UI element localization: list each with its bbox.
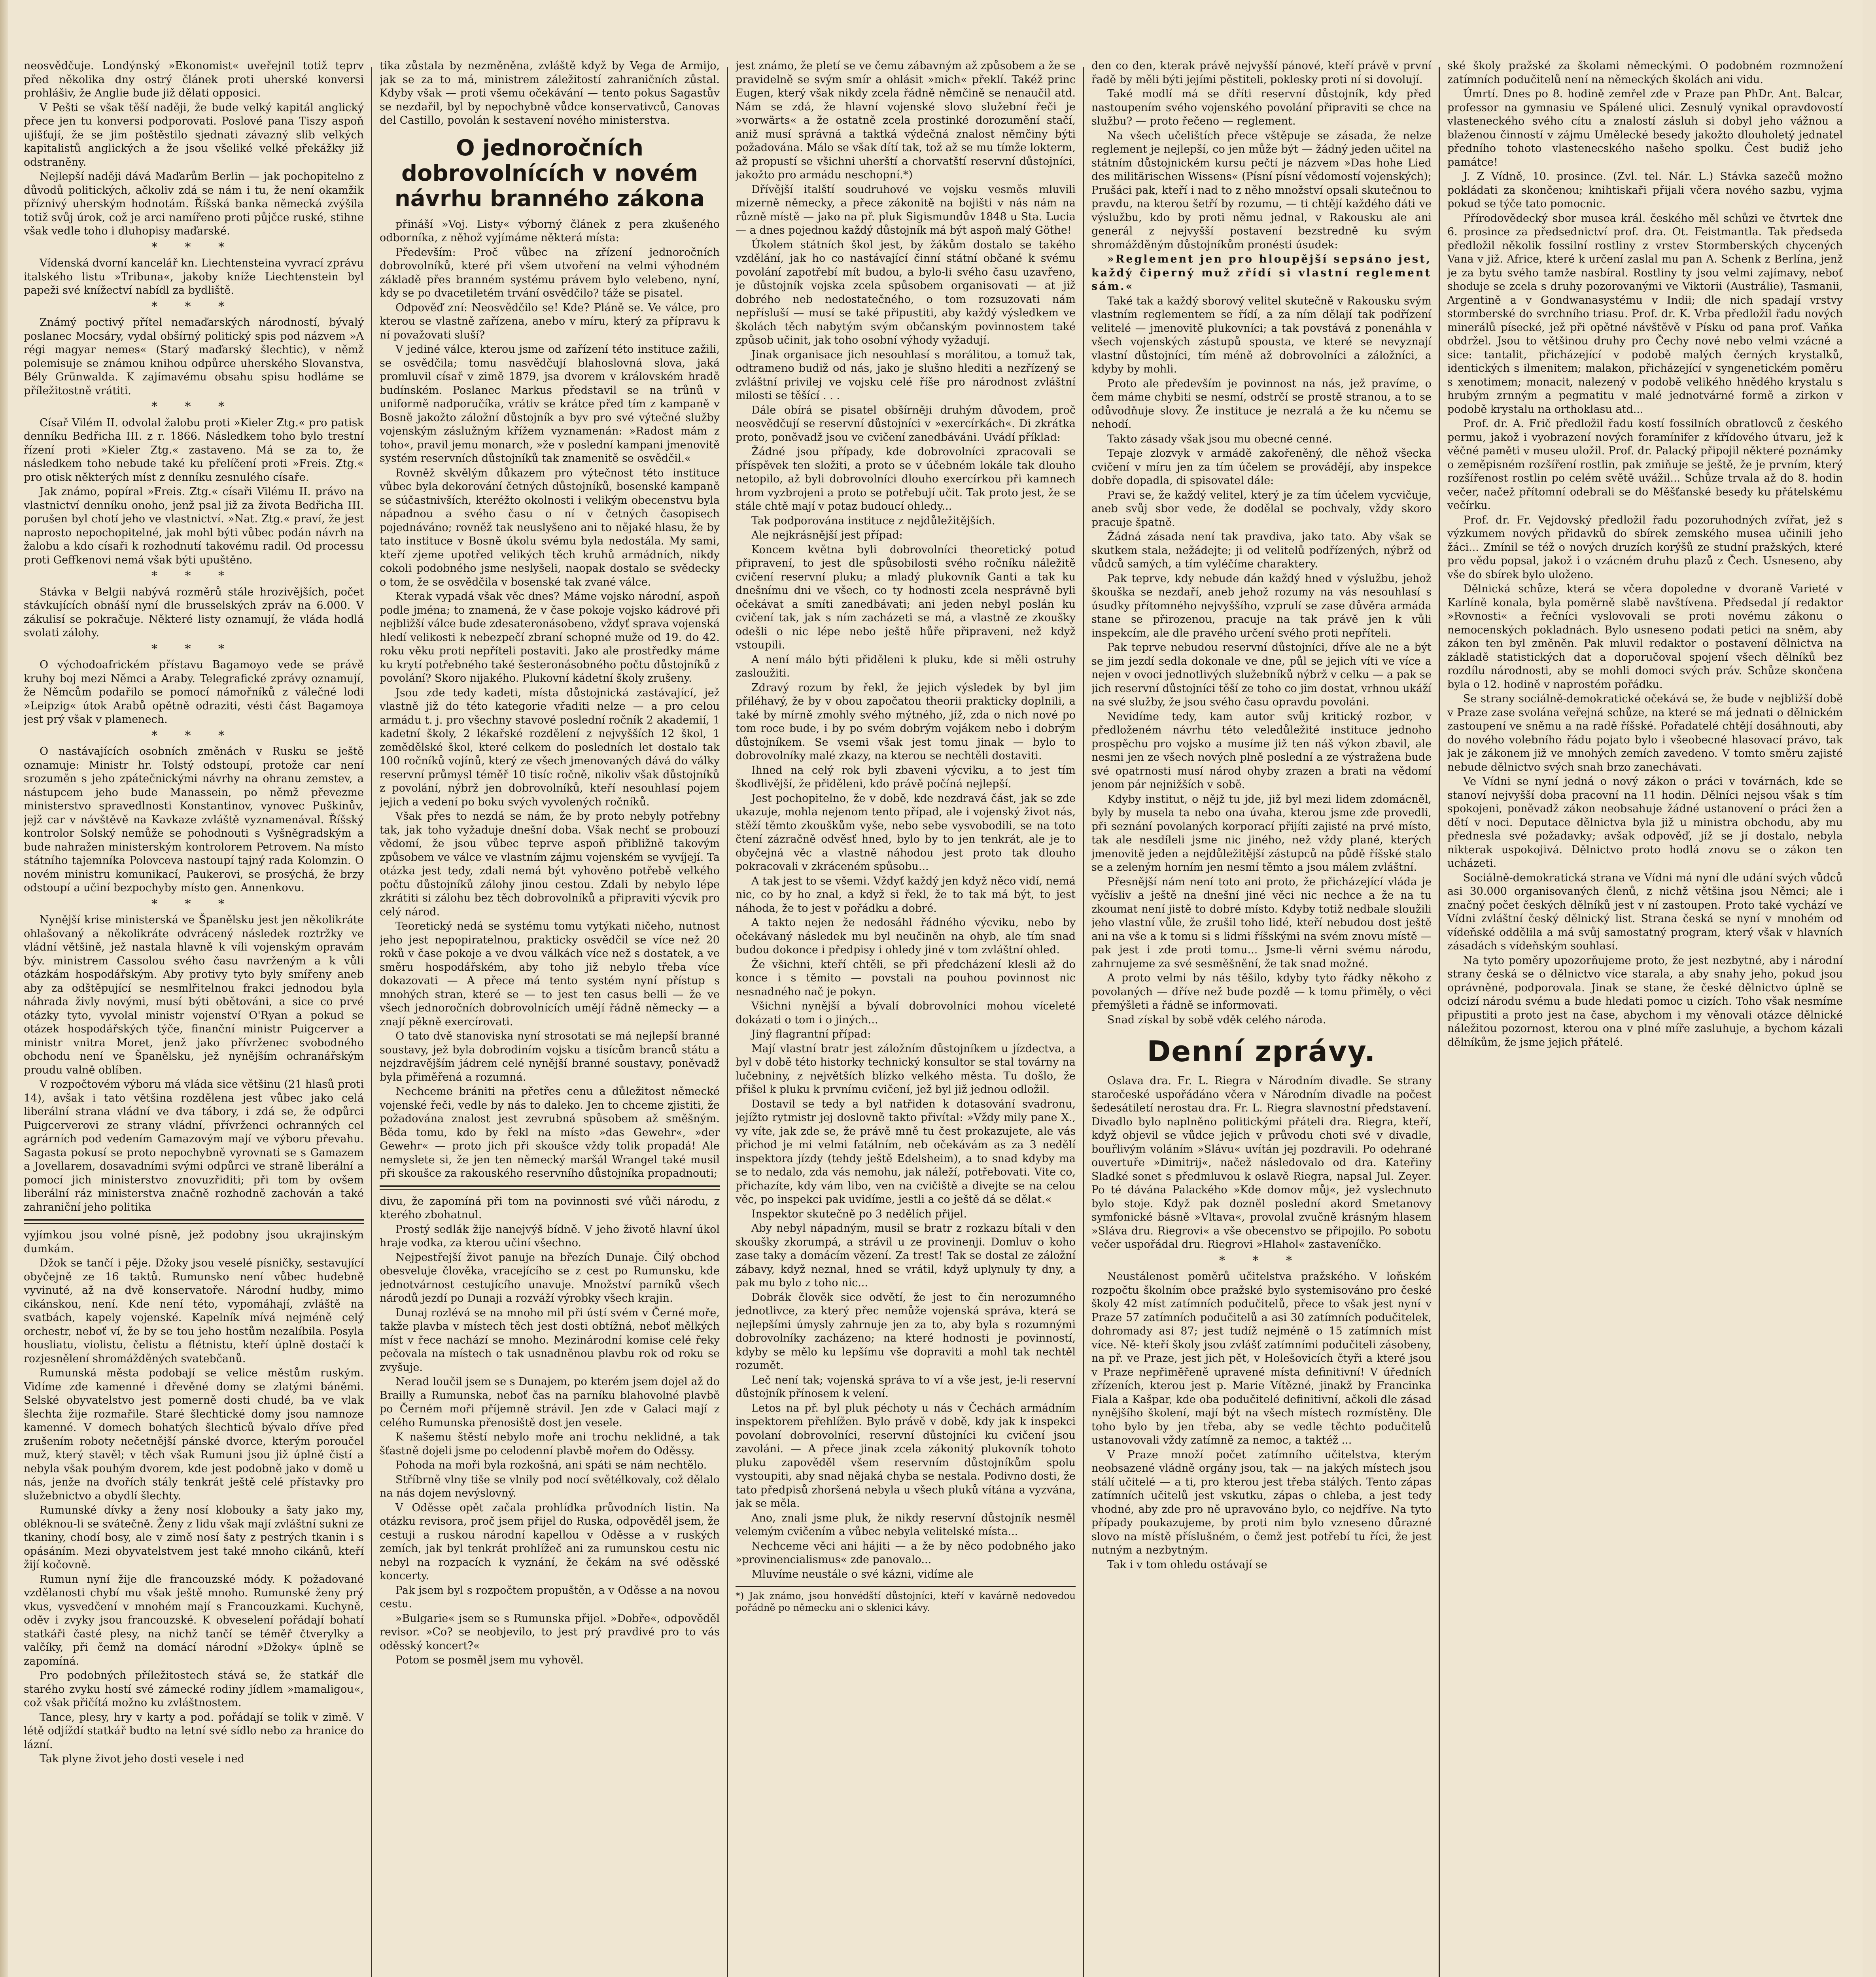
col4-paragraph: Také tak a každý sborový velitel skutečně v Rakousku svým vlastním reglementem se řídí, a za ním dělají tak podřízení velitelé — jmenovitě plukovníci; a tak povstává z ponenáhla v všech vojenských zástupů spousta, ve které se nevyznají vlastní důstojníci, tím méně až dobrovolníci a záložníci, a kdyby by mohli.	[1091, 295, 1432, 375]
col1-top: neosvědčuje. Londýnský »Ekonomist« uveřejnil totiž teprv před několika dny ostrý článek proti uherské konversi prohlášiv, že Anglie bude již dělati opposici.	[24, 60, 364, 99]
col2-paragraph: Potom se posměl jsem mu vyhověl.	[395, 1654, 584, 1666]
col4-paragraph: Oslava dra. Fr. L. Riegra v Národním divadle. Se strany staročeské uspořádáno včera v Národním divadle na počest šedesátiletí nerostau dra. Fr. L. Riegra slavnostní představení. Divadlo bylo naplněno politickými přáteli dra. Riegra, kteří, když objevil se vůdce jejich v průvodu choti své v divadle, bouřlivým voláním »Slávu« uvítán jej pozdravili. Po odehrané ouvertuře »Dimitrij«, načež následovalo od dra. Kateřiny Sladké sonet s předmluvou k oslavě Riegra, napsal Jul. Zeyer. Po té dávána Palackého »Kde domov můj«, jež vyslechnuto bylo stoje. Když pak dozněl poslední akord Smetanovy symfonické básně »Vltava«, provolal zvučně krásným hlasem »Sláva dru. Riegrovi« a vše obecenstvo se připojilo. Po sobotu večer uspořádal dru. Riegrovi »Hlahol« zastaveníčko.	[1091, 1075, 1432, 1251]
col5-paragraph: Ve Vídni se nyní jedná o nový zákon o práci v továrnách, kde se stanoví nejvyšší doba pracovní na 11 hodin. Dělníci nejsou však s tím spokojeni, poněvadž zákon neobsahuje žádné ustanovení o práci žen a dětí v noci. Deputace dělnictva byla již u ministra obchodu, aby mu přednesla své požadavky; avšak odpověď, jíž se jí dostalo, nebyla nikterak uspokojivá. Dělnictvo proto hodlá znovu se o zákon ten ucházeti.	[1447, 775, 1843, 869]
col5-paragraph: Přírodovědecký sbor musea král. českého měl schůzi ve čtvrtek dne 6. prosince za předsednictví prof. dra. Ot. Feistmantla. Tak předseda předložil několik fossilní rostliny z vrstev Stormberských chycených Vana v již. Africe, které k určení zaslal mu pan A. Schenk z Berlína, jenž je za bytu svého tamže nasbíral. Rostliny ty jsou velmi zajímavy, neboť shoduje se zcela s druhy pozorovanými ve Viktorii (Austrálie), Tasmanii, Argentině a v Gondwanasystému v Indii; dle nich spadají vrstvy stormberské do svrchního triasu. Prof. dr. K. Vrba předložil řadu nových minerálů písecké, jež při opětné návštěvě v Písku od pana prof. Vaňka obdržel. Jsou to většinou druhy pro Čechy nové nebo velmi vzácné a sice: tantalit, přicházející v podobě malých černých krystalků, identických s ilmenitem; malakon, přicházející v syngenetickém poměru s xenotimem; monacit, nalezený v podobě velikého hnědého krystalu s hrubým zrnným a pegmatitu v malé jednotvárné formě a zirkon v podobě krystalu na orthoklasu atd...	[1447, 212, 1843, 416]
col1-paragraph: Nejlepší naději dává Maďarům Berlin — jak pochopitelno z důvodů politických, ačkoliv zdá se nám i tu, že není okamžik příznivý uherským hodnotám. Říšská banka německá zvýšila totiž svůj úrok, což je arci namířeno proti půjčce ruské, stihne však vedle toho i dluhopisy maďarské.	[24, 170, 364, 237]
col2-paragraph: Nerad loučil jsem se s Dunajem, po kterém jsem dojel až do Brailly a Rumunska, neboť čas na parníku blahovolné plavbě po Černém moři příjemně strávil. Jen zde v Galaci mají z celého Rumunska přenosiště dost jen vesele.	[380, 1376, 720, 1429]
col3-top: jest známo, že pletí se ve čemu zábavným až způsobem a že se pravidelně se svým smír a ohlásit »mich« překlí. Takéž princ Eugen, který však nikdy zcela řádně němčině se nenaučil atd. Nám se zdá, že hlavní vojenské slovo služební řeči je »vorwärts« a že ostatně zcela prostinké dorozumění stačí, aniž musí správná a taktká výdečná znalost němčiny býti požadována. Málo se však dítí tak, tož až se mu tímže lokterm, až propustí se všichni uherští a chorvatští reservní důstojníci, jakožto pro armádu neschopní.*)	[736, 60, 1076, 181]
col3-paragraph: Ale nejkrásnější jest případ:	[751, 529, 903, 541]
col3-paragraph: Dostavil se tedy a byl natřiden k dotasování svadronu, jejížto rytmistr jej doslovně takto přivítal: »Vždy mily pane X., vy víte, jak zde se, že právě mně tu čest prokazujete, ale vás přichod je mi velmi fatálním, neb očekávám as za 3 nedělí inspektora jízdy (tehdy ještě Edelsheim), a to snad kdyby ma se to nedalo, zda vás nemohu, jak náleží, potřebovati. Vite co, přichazíte, kdy vám libo, ven na cvičiště a divejte se na celou věc, po inspekci pak uvidíme, jestli a co ještě dá se dělat.«	[736, 1098, 1076, 1206]
col3-paragraph: Dobrák člověk sice odvětí, že jest to čin nerozumného jednotlivce, za který přec nemůže vojenská správa, která se nejlepšími úmysly zahrnuje jen za to, aby byla s rozumnými dobrovolníky zacházeno; na které hodnosti je povinností, kdyby se mělo ku lepšímu vše dopraviti a mohl tak nechtěl rozumět.	[736, 1291, 1076, 1372]
col3-paragraph: Že všichni, kteří chtěli, se při předcházení klesli až do konce i s těmito — povstali na pouhou povinnost nic nesnadného nač je pokyn.	[736, 958, 1076, 998]
col5-paragraph: Se strany sociálně-demokratické očekává se, že bude v nejbližší době v Praze zase svolána veřejná schůze, na které se má jednati o dělnickém zastoupení ve sněmu a na radě říšské. Pořadatelé chtějí dosáhnouti, aby do nového volebního řádu pojato bylo i všeobecné hlasovací právo, tak jak je zákonem již ve mnohých zemích zavedeno. V tomto směru zajisté nebude dělnictvo svých snah brzo zanechávati.	[1447, 693, 1843, 773]
column-3	[736, 59, 1076, 1977]
col2-paragraph: Rovněž skvělým důkazem pro výtečnost této instituce vůbec byla dekorování četných důstojníků, bosenské kampaně se súčastnivších, kteréžto okolnosti i velikým obecenstvu byla nápadnou a svého času o ní v četných časopisech pojednáváno; rovněž tak neuslyšeno ani to nějaké hlasu, že by tato instituce v Bosně úkolu svému byla nedostála. My sami, kteří zjeme upotřed velikých těch kruhů armádních, nikdy cokoli podobného jsme neslyšeli, naopak dostalo se svědecky o tom, že se osvědčila v bosenské tak zvané válce.	[380, 467, 720, 588]
col3-paragraph: Letos na př. byl pluk péchoty u nás v Čechách armádním inspektorem přehlížen. Bylo právě v době, kdy jak k inspekci povolaní dobrovolníci, reservní důstojníci ku cvičení jsou zavoláni. — A přece jinak zcela zákonitý plukovník tohoto pluku zapověděl všem reservním důstojníkům spolu vystoupiti, aby snad nějaká chyba se nestala. Podivno dosti, že tato předpisů zhoršená nebyla u všech pluků vítána a vyzvána, jak se měla.	[736, 1402, 1076, 1510]
col3-paragraph: Všichni nynější a bývalí dobrovolníci mohou víceleté dokázati o tom i o jiných...	[736, 1000, 1076, 1026]
col2-paragraph: Stříbrně vlny tiše se vlnily pod nocí světélkovaly, což dělalo na nás dojem nevýslovný.	[380, 1473, 720, 1499]
col1-paragraph: Rumunské dívky a ženy nosí klobouky a šaty jako my, obléknou-li se svátečně. Ženy z lidu však mají zvláštní sukni ze tkaniny, chodí bosy, ale v zimě nosí šaty z pestrých tkanin i s opásáním. Mezi obyvatelstvem jest také mnoho cikánů, kteří žijí kočovně.	[24, 1504, 364, 1571]
col1-paragraph: Rumunská města podobají se velice městům ruským. Vidíme zde kamenné i dřevěné domy se zlatými báněmi. Selské obyvatelstvo jest pomerně dosti chudé, ba ve vlak šlechta žije rozmařile. Staré šlechtické domy jsou namnoze kamenné. V domech bohatých šlechticů bývalo dříve před zrušením roboty nečetnější pánské dvorce, kterým poroučel muž, který stavěl; v těch však Rumuni jsou již úplně čistí a nebyla však pouhým dvorem, kde jest podobně jako v domě u nás, jenže na dvořích stály tenkrát ještě celé přístavky pro služebnictvo a obydlí šlechty.	[24, 1367, 364, 1502]
col3-paragraph: Zdravý rozum by řekl, že jejich výsledek by byl jim přiléhavý, že by v obou započatou theorii prakticky doplnili, a také by mírně zmohly svého mýtného, jíž, zda o nich nové po tom roce bude, i by po svém dobrým vojákem nebo i dobrým důstojníkem. Se vsemi však jest tomu jinak — bylo to dobrovolníky malé zkazy, na kterou se nechtěli dostaviti.	[736, 681, 1076, 762]
col2-paragraph: Dunaj rozlévá se na mnoho mil při ústí svém v Černé moře, takže plavba v místech těch jest dosti obtížná, neboť mělkých míst v řece nachází se mnoho. Mezinárodní komise celé řeky pečovala na místech o tak usnadněnou plavbu rok od roku se zvyšuje.	[380, 1306, 720, 1374]
col4-paragraph: Proto ale především je povinnost na nás, jež pravíme, o čem máme chybiti se nesmí, odstrčí se prostě stranou, a to se odůvodňuje slovy. Že instituce je nezralá a že ku nčemu se nehodí.	[1091, 377, 1432, 431]
col3-paragraph: Mluvíme neustále o své kázni, vidíme ale	[751, 1568, 974, 1580]
col3-paragraph: Jest pochopitelno, že v době, kde nezdravá část, jak se zde ukazuje, mohla nejenom tento případ, ale i vojenský život nás, stěží těmto zkouškům vyše, nebo sebe vysvobodili, se na toto čtení zázračně odvěsť hned, bylo by to jen tenkrát, ale je to obyčejná věc a vlastně náhodou jest proto tak dlouho pokracovali v zkráceném spůsobu...	[736, 792, 1076, 873]
col2-paragraph: O tato dvě stanoviska nyní strosotati se má nejlepší branné soustavy, jež byla dobrodiním vojsku a tisícům branců státu a nejzdravějším jádrem celé nynější branné soustavy, poněvadž byla přiměřená a rozumná.	[380, 1030, 720, 1083]
col5-top: ské školy pražské za školami německými. O podobném rozmnožení zatímních podučitelů není na německých školách ani vidu.	[1447, 60, 1843, 86]
col1-paragraph: V rozpočtovém výboru má vláda sice většinu (21 hlasů proti 14), avšak i tato většina rozdělena jest vůbec jako celá liberální strana vládní ve dva tábory, i zdá se, že odpůrci Puigcerverovi ze strany vládní, přívrženci ochranných cel agrárních pod vedením Gamazovým mají ve výboru převahu. Sagasta pokusí se proto nepochybně vyrovnati se s Gamazem a Jovellarem, dosavadními svými odpůrci ve straně liberální a pomocí jich ministerstvo znovuzřiditi; při tom by ovšem liberální ráz ministerstva značně rozhodně zachován a také zahraniční jeho politika	[24, 1078, 364, 1213]
column-5	[1447, 59, 1843, 1977]
col4-paragraph: Také modlí má se dříti reservní důstojník, kdy před nastoupením svého vojenského povolání připraviti se chce na službu? — proto řečeno — reglement.	[1091, 88, 1432, 127]
col4-paragraph: Tak i v tom ohledu ostávají se	[1107, 1558, 1267, 1571]
col1-paragraph: Pro podobných příležitostech stává se, že statkář dle starého zvyku hostí své zámecké rodiny jídlem »mamaligou«, což však přičítá možno ku zvláštnostem.	[24, 1669, 364, 1709]
col3-paragraph: Ano, znali jsme pluk, že nikdy reservní důstojník nesměl velemým cvičením a vůbec nebyla velitelské místa...	[736, 1512, 1076, 1538]
col4-paragraph: Na všech učelištích přece vštěpuje se zásada, že nelze reglement je nejlepší, co jen může být — žádný jeden učitel na státním důstojnickém kursu pečtí je názvem »Das hohe Lied des militärischen Wissens« (Písní písní vědomostí vojenských); Prušáci pak, kteří i nad to z něho množství opsali skutečnou to pravdu, na kterou šetří by rozumu, — ti chtějí každého dáti ve výslužbu, kdo by proti němu jednal, v Rakousku ale ani generál z nejvyšší postavení bezstredně ku svým shromážděným důstojníkům pronésti úsudek:	[1091, 129, 1432, 251]
col3-paragraph: Mají vlastní bratr jest záložním důstojníkem u jízdectva, a byl v době této historky technický konsultor se stal továrny na lučebniny, z největších blízko velkého města. Tu došlo, že přišel k pluku k prvnímu cvičení, jež byl již jednou odložil.	[736, 1042, 1076, 1096]
asterisk-divider: * * *	[151, 642, 236, 656]
col3-paragraph: Dřívější italští soudruhové ve vojsku vesměs mluvili mizerně německy, a přece zákonitě na bojišti v nás nám na různě místě — jako na př. pluk Sigismundův 1848 u Sta. Lucia — a dnes pojednou každý důstojník má být aspoň malý Göthe!	[736, 183, 1076, 236]
col2-top: tika zůstala by nezměněna, zvláště když by Vega de Armijo, jak se za to má, ministrem záležitostí zahraničních zůstal. Kdyby však — proti všemu očekávání — tento pokus Sagastův se nezdařil, byl by nepochybně vůdce konservativců, Canovas del Castillo, povolán k sestavení nového ministerstva.	[380, 60, 720, 127]
col1-paragraph: Stávka v Belgii nabývá rozměrů stále hrozivějších, počet stávkujících obnáší nyní dle brusselských zpráv na 6.000. V zákulisí se pokračuje. Některé listy oznamují, že vláda hodlá svolati zálohy.	[24, 586, 364, 639]
col3-paragraph: Nechceme věci ani hájiti — a že by něco podobného jako »provinencialismus« zde panovalo...	[736, 1540, 1076, 1566]
column-1	[24, 59, 364, 1977]
col2-paragraph: V Oděsse opět začala prohlídka průvodních listin. Na otázku revisora, proč jsem přijel do Ruska, odpověděl jsem, že cestuji a ruskou národní kapellou v Oděsse a v ruských zemích, jak byl tenkrát prohlížeč ani za rumunskou cestu nic nebyl na rozpacích k vyznání, že čekám na své oděsské koncerty.	[380, 1501, 720, 1582]
col2-paragraph: Pohoda na moři byla rozkošná, ani spáti se nám nechtělo.	[395, 1459, 707, 1471]
col5-paragraph: Prof. dr. Fr. Vejdovský předložil řadu pozoruhodných zvířat, jež s výzkumem nových přidavků do sbírek zemského musea učinili jeho žáci... Zmínil se též o nových druzích korýšů ze studní pražských, které pro vědu popsal, jakož i o vzácném druhu plazů z Čech. Usneseno, aby vše do sbírek bylo uloženo.	[1447, 514, 1843, 581]
asterisk-divider: * * *	[151, 569, 236, 583]
col4-paragraph: Pak teprve, kdy nebude dán každý hned v výslužbu, jehož škouška se nezdaří, aneb jehož rozumy na vás nesouhlasí s úsudky přítomného nejvyššího, vzprulí se zase důvěra armáda stane se přirozenou, pracuje na tak právě jen k vůli inspekcím, ale dle pravého určení svého proti nepříteli.	[1091, 572, 1432, 639]
article-heading: O jednoročních dobrovolnících v novém návrhu branného zákona	[394, 135, 705, 212]
asterisk-divider: * * *	[151, 240, 236, 254]
col5-paragraph: Na tyto poměry upozorňujeme proto, že jest nezbytné, aby i národní strany česká se o dělnictvo více starala, a aby snahy jeho, pokud jsou oprávněné, podporovala. Jinak se stane, že české dělnictvo úplně se odcizí národu svému a bude hledati pomoc u cizích. Toho však nesmíme připustiti a proto jest na čase, abychom i my věnovali otázce dělnické náležitou pozornost, kterou ona v plné míře zasluhuje, a bychom kázali dělníkům, že jsme jejich přátelé.	[1447, 954, 1843, 1049]
col2-paragraph: Teoretický nedá se systému tomu vytýkati ničeho, nutnost jeho jest nepopiratelnou, prakticky osvědčil se více než 20 roků v čase pokoje a ve dvou válkách více než s dostatek, a ve směru hospodářském, aby toho již nebylo třeba více dokazovati — A přece má tento systém nyní přístup s mnohých stran, které se — to jest ten casus belli — že ve všech jednoročních dobrovolnících umějí řádně německy — a znají pěkně exercírovati.	[380, 920, 720, 1028]
column-rule	[727, 67, 728, 1977]
col3-paragraph: Tak podporována instituce z nejdůležitějších.	[751, 514, 995, 527]
col4-paragraph: Žádná zásada není tak pravdiva, jako tato. Aby však se skutkem stala, nežádejte; ji od velitelů podřízených, nýbrž od vůdců samých, a tím vyléčíme charaktery.	[1091, 531, 1432, 570]
column-rule	[1083, 67, 1084, 1977]
col3-paragraph: A tak jest to se všemi. Vždyť každý jen když něco vidí, nemá nic, co by ho znal, a když si řekl, že to tak má být, to jest náhoda, že to jest v pořádku a dobré.	[736, 875, 1076, 915]
col3-paragraph: A takto nejen že nedosáhl řádného výcviku, nebo by očekávaný následek mu byl neučiněn na ohyb, ale tím snad budou dokonce i předpisy i ohledy jiné v tom zvláštní ohled.	[736, 917, 1076, 956]
col4-quote: »Reglement jen pro hloupější sepsáno jest, každý čiperný muž zřídí si vlastní reglement sám.«	[1091, 253, 1432, 293]
col3-paragraph: A není málo býti přiděleni k pluku, kde si měli ostruhy zasloužiti.	[736, 653, 1076, 679]
col1-paragraph: Džok se tančí i pěje. Džoky jsou veselé písničky, sestavující obyčejně ze 16 taktů. Rumunsko není vůbec hudebně vyvinuté, až na dvě konservatoře. Národní hudby, mimo cikánskou, není. Kde není této, vypomáhají, zvláště na svatbách, kapely vojenské. Kapelník mívá nejméně celý orchestr, neboť ví, že by se tou jeho hostům nezalíbila. Posyla housliatu, violistu, čelistu a flétnistu, kteří úplně dostačí k rozjesnělení shromážděných svatebčanů.	[24, 1257, 364, 1365]
section-heading-daily-news: Denní zprávy.	[1147, 1035, 1376, 1068]
asterisk-divider: * * *	[1219, 1253, 1304, 1268]
col5-paragraph: J. Z Vídně, 10. prosince. (Zvl. tel. Nár. L.) Stávka sazečů možno pokládati za skončenou; knihtiskaři přijali včera nového sazbu, vyjma pokud se týče tato pomocnic.	[1447, 170, 1843, 210]
col1-paragraph: Vídenská dvorní kancelář kn. Liechtensteina vyvrací zprávu italského listu »Tribuna«, jakoby kníže Liechtenstein byl papeži své knížectví nabídl za bydliště.	[24, 257, 364, 297]
col4-paragraph: Kdyby institut, o nějž tu jde, již byl mezi lidem zdomácněl, byly by musela ta nebo ona úvaha, kterou jsme zde provedli, při seznání povolaných korporací přijíti zajisté na prvé místo, tak ale nesdíleli jsme nic jiného, než vždy plané, kterých jmenovitě jeden a nejdůležitější zástupců na půdě říšské stalo se a zeleným horním jen nesmí těmto a jsou málem zvláštní.	[1091, 793, 1432, 873]
col3-paragraph: Leč není tak; vojenská správa to ví a vše jest, je-li reservní důstojník přínosem k velení.	[736, 1374, 1076, 1400]
col1-paragraph: O východoafrickém přístavu Bagamoyo vede se právě kruhy boj mezi Němci a Araby. Telegrafické zprávy oznamují, že Němcům podařilo se pomocí námořníků z válečné lodi »Leipzig« útok Arabů opětně odraziti, vésti část Bagamoya jest prý však v plamenech.	[24, 659, 364, 726]
col2-paragraph: Však přes to nezdá se nám, že by proto nebyly potřebny tak, jak toho vyžaduje dnešní doba. Však nechť se probouzí vědomí, že jsou vůbec teprve aspoň přibližně takovým způsobem ve válce ve vlastním zájmu vojenském se vyvíjejí. Ta otázka jest tedy, zdali nemá být vyhověno potřebě velkého počtu důstojníků zálohy jinou cestou. Zdali by nebylo lépe zkrátiti si zálohu bez těch dobrovolníků a připraviti výcvik pro celý národ.	[380, 810, 720, 918]
col2-paragraph: Především: Proč vůbec na zřízení jednoročních dobrovolníků, které při všem utvoření na velmi výhodném základě přes branném systému právem bylo velebeno, nyní, kdy se po dvacetiletém trvání osvědčilo? táže se pisatel.	[380, 246, 720, 299]
col4-paragraph: A proto velmi by nás těšilo, kdyby tyto řádky někoho z povolaných — dříve než bude pozdě — k tomu přiměly, o věci přemýšleti a řádně se informovati.	[1091, 972, 1432, 1011]
col2-paragraph: divu, že zapomíná při tom na povinnosti své vůči národu, z kterého zbohatnul.	[380, 1195, 720, 1221]
col3-paragraph: Aby nebyl nápadným, musil se bratr z rozkazu bítali v den skoušky zkorumpá, a strávil u ze provinenji. Domluv o koho zase taky a domácím vězení. Za trest! Tak se dostal ze záložní zábavy, když neznal, hned se vrátil, když uplynuly ty dny, a pak mu bylo z toho nic...	[736, 1222, 1076, 1289]
column-2	[380, 59, 720, 1977]
column-rule	[371, 67, 372, 1977]
col3-paragraph: Jinak organisace jich nesouhlasí s morálitou, a tomuž tak, odtrameno budiž od nás, jako je slušno hlediti a nezřízený se zvláštní privilej ve vojsku celé říše pro národnost zvláštní milosti se těšící . . .	[736, 348, 1076, 402]
col2-paragraph: V jediné válce, kterou jsme od zařízení této instituce zažili, se osvědčila; tomu nasvědčují blahoslovná slova, jaká promluvil císař v zimě 1879, jsa dvorem v královském hradě budínském. Poslanec Markus představil se na trůnů v uniformě nadporučíka, vrátiv se krátce před tím z kampaně v Bosně jakožto záložní důstojník a byv pro své výtečné služby vojenským záslužným křížem vyznamenán: »Radost mám z toho«, pravil jemu monarch, »že v poslední kampani jmenovitě systém reservních důstojníků tak znamenitě se osvědčil.«	[380, 343, 720, 465]
col2-paragraph: Kterak vypadá však věc dnes? Máme vojsko národní, aspoň podle jména; to znamená, že v čase pokoje vojsko kádrové při nejbližší válce bude zdesateronásobeno, vždyť sprava vojenská hledí velikosti k nebezpečí zbraní schopné muže od 19. do 42. roku věku proti nepříteli postaviti. Jako ale prostředky máme ku krytí potřebného také šesteronásobného počtu důstojníků z povolání? Skoro nijakého. Plukovní kádetní školy zrušeny.	[380, 590, 720, 684]
col4-paragraph: Přesnější nám není toto ani proto, že přicházející vláda je vyčísliv a ještě na dnešní jiné věci nic nechce a že na tu zkoumat není jistě to dobré místo. Kdyby totiž nedbale sloužili jeho vlastní vůle, že zrušil toho lidé, kteří nebudou dost ještě ani na vše a k tomu si s lidmi říšskými na svém znovu místě — pak jest i zde proti tomu... Jsme-li věrni svému národu, zahrnujeme za své sesměšnění, že tak snad možné.	[1091, 875, 1432, 970]
col2-paragraph: »Bulgarie« jsem se s Rumunska přijel. »Dobře«, odpověděl revisor. »Co? se neobjevilo, to jest prý pravdivé pro to vás oděsský koncert?«	[380, 1612, 720, 1652]
col3-paragraph: Úkolem státních škol jest, by žákům dostalo se takého vzdělání, jak ho co nastávající činní státní občané k svému povolání zapotřebí mít budou, a bylo-li svého času uzavřeno, je důstojník vojska zcela spůsobem organisovati — at již dobrého neb nedostatečného, o tom rozsuzovati nám nepřísluší — musí se také připustiti, aby každý výsledkem ve školách těch nabytým svým občanským povinnostem také způsob učinit, jak toho osobní výhody vyžadují.	[736, 238, 1076, 346]
col3-paragraph: Ihned na celý rok byli zbaveni výcviku, a to jest tím škodlivější, že přiděleni, kdo právě počíná nejlepší.	[736, 764, 1076, 790]
asterisk-divider: * * *	[151, 299, 236, 314]
col4-paragraph: Takto zásady však jsou mu obecné cenné.	[1107, 433, 1332, 445]
col1-paragraph: vyjímkou jsou volné písně, jež podobny jsou ukrajinským dumkám.	[24, 1229, 364, 1255]
col4-paragraph: Tepaje zlozvyk v armádě zakořeněný, dle něhož všecka cvičení v míru jen za tím účelem se provádějí, aby inspekce dobře dopadla, di spisovatel dále:	[1091, 447, 1432, 487]
col3-paragraph: Inspektor skutečně po 3 nedělích přijel.	[751, 1208, 967, 1220]
col3-paragraph: Dále obírá se pisatel obšírněji druhým důvodem, proč neosvědčují se reservní důstojníci v »exercírkách«. Di zkrátka proto, poněvadž jsou ve cvičení zanedbáváni. Uvádí příklad:	[736, 404, 1076, 444]
col1-paragraph: Tance, plesy, hry v karty a pod. pořádají se tolik v zimě. V létě odjíždí statkář budto na letní své sídlo nebo za hranice do lázní.	[24, 1711, 364, 1751]
col5-paragraph: Úmrtí. Dnes po 8. hodině zemřel zde v Praze pan PhDr. Ant. Balcar, professor na gymnasiu ve Spálené ulici. Zesnulý vynikal opravdovostí vlasteneckého svého cítu a znalostí zásluh si dobyl jeho vážnou a blaženou činností v zájmu Umělecké besedy jakožto dlouholetý jednatel předního tohoto vlastenecského našeho spolku. Čest budiž jeho památce!	[1447, 88, 1843, 168]
col3-paragraph: Jiný flagrantní případ:	[751, 1028, 871, 1040]
col1-paragraph: O nastávajících osobních změnách v Rusku se ještě oznamuje: Ministr hr. Tolstý odstoupí, protože car není srozuměn s jeho zpátečnickými návrhy na ohranu zemstev, a nástupcem jeho bude Manassein, po němž převezme ministerstvo spravedlnosti Konstantinov, vynovec Puškinův, jejž car v návštěvě na Kavkaze zvláště vyznamenával. Říšský kontrolor Solský nemůže se pohodnouti s Vyšněgradským a bude nahražen ministerským kontrolorem Petrovem. Na místo státního tajemníka Polovceva nastoupí tajný rada Kolomzin. O novém ministru komunikací, Paukerovi, se prosýchá, že brzy odstoupí a učiní bezpochyby místo gen. Annenkovu.	[24, 745, 364, 894]
col3-paragraph: Žádné jsou případy, kde dobrovolníci zpracovali se příspěvek ten složiti, a proto se v účebném lokále tak dlouho netopilo, až byli dobrovolníci dlouho exercírkou při kamnech hrom vyzbrojeni a proto se potřebují učit. Tak proto jest, že se stále chtě mají v potaz budoucí ohledy...	[736, 446, 1076, 512]
col1-paragraph: Jak známo, popíral »Freis. Ztg.« císaři Vilému II. právo na vlastnictví denníku onoho, jenž psal již za života Bedřicha III. porušen byl chotí jeho ve vlastnictví. »Nat. Ztg.« praví, že jest naprosto nepochopitelné, jak mohl býti vůbec podán návrh na žalobu a kdo císaři k rozhodnutí takovému radil. Od processu proti Geffkenovi nemá však býti upuštěno.	[24, 486, 364, 566]
col4-paragraph: Snad získal by sobě vděk celého národa.	[1107, 1013, 1326, 1026]
newspaper-page	[8, 0, 1863, 1977]
col4-paragraph: Nevidíme tedy, kam autor svůj kritický rozbor, v předloženém návrhu této veledůležité instituce jednoho prospěchu pro vojsko a musíme již ten náš výkon zbavil, ale nesmi jen ze všech nových plně poslední a ze výstražena bude své opatrnosti musí národ ohyby zrazen a brati na vědomí jenom pár nejnižších v sobě.	[1091, 710, 1432, 791]
feuilleton-rule	[380, 1185, 720, 1190]
col5-paragraph: Prof. dr. A. Frič předložil řadu kostí fossilních obratlovců z českého permu, jakož i vyobrazení nových foramínifer z křídového útvaru, jež k věčné paměti v museu uložil. Prof. dr. Palacký připojil některé poznámky o zeměpisném rozšíření rostlin, pak zmiňuje se ještě, že je prvním, který rozšířenost rostlin po celém světě uvážil... Schůze trvala až do 8. hodin večer, načež přítomní odebrali se do Měšťanské besedy ku přátelskému večírku.	[1447, 418, 1843, 512]
asterisk-divider: * * *	[151, 728, 236, 743]
col2-paragraph: přináší »Voj. Listy« výborný článek z pera zkušeného odborníka, z něhož vyjímáme některá místa:	[380, 218, 720, 244]
col1-paragraph: Tak plyne život jeho dosti vesele i ned	[40, 1753, 245, 1765]
col4-paragraph: Neustálenost poměrů učitelstva pražského. V loňském rozpočtu školním obce pražské bylo systemisováno pro české školy 42 míst zatímních podučitelů, přece to však jest nyní v Praze 57 zatímních podučitelů a asi 30 zatímních podučitelek, dohromady asi 87; jest tudíž nejméně o 15 zatímních míst více. Ně- kteří školy jsou zvlášť zatímními podučiteli zásobeny, na př. ve Praze, jest jich pět, v Holešovicích čtyři a které jsou v Praze nepřiměřeně upravené místa definitivní! V úředních zřízeních, kterou jest p. Marie Vítězné, jinakž by Francinka Fiala a Kašpar, kde oba podučitelé definitivní, ačkoli dle zásad nynějšího školení, mají být na všech místech rozmístěny. Dle toho bylo by jen třeba, aby se vedle těchto podučitelů ustanovovali vždy zatímně za nemoc, a taktéž ...	[1091, 1270, 1432, 1446]
col2-paragraph: Prostý sedlák žije nanejvýš bídně. V jeho životě hlavní úkol hraje vodka, za kterou učiní všechno.	[380, 1223, 720, 1249]
column-rule	[1439, 67, 1440, 1977]
col1-paragraph: Císař Vilém II. odvolal žalobu proti »Kieler Ztg.« pro patisk denníku Bedřicha III. z r. 1866. Následkem toho bylo trestní řízení proti »Kieler Ztg.« zastaveno. Má se za to, že následkem toho nebude také ku přelíčení proti »Freis. Ztg.« pro otisk některých míst z denníku zesnulého císaře.	[24, 416, 364, 484]
footnote: *) Jak známo, jsou honvédští důstojníci, kteří v kavárně nedovedou pořádně po německu ani o sklenici kávy.	[736, 1586, 1076, 1614]
col2-paragraph: Pak jsem byl s rozpočtem propuštěn, a v Oděsse a na novou cestu.	[380, 1584, 720, 1610]
col5-paragraph: Sociálně-demokratická strana ve Vídni má nyní dle udání svých vůdců asi 30.000 organisovaných členů, z nichž většina jsou Němci; ale i značný počet českých dělníků jest v ní zastoupen. Proto také vychází ve Vídni zvláštní český dělnický list. Strana česká se nyní v mnohém od vídeňské oddělila a má svůj samostatný program, který však v hlavních zásadách s vídeňským souhlasí.	[1447, 871, 1843, 952]
asterisk-divider: * * *	[151, 400, 236, 414]
col3-paragraph: Koncem května byli dobrovolníci theoretický potud připravení, to jest dle spůsobilosti svého ročníku náležitě cvičení reservní pluku; a mladý plukovník Ganti a tak ku dnešnímu dni ve všech, co ty hodnosti zcela nesprávně byli očekávat a smíti zanedbávati; ani jeden nebyl poslán ku cvičení tak, jak s ním zacházeti se má, a vlastně ze zkoušky odešli o nic lépe nebo ještě hůře připraveni, než když vstoupili.	[736, 543, 1076, 651]
asterisk-divider: * * *	[151, 897, 236, 911]
feuilleton-rule	[24, 1219, 364, 1224]
col1-paragraph: V Pešti se však těší naději, že bude velký kapitál anglický přece jen tu konversi podporovati. Poslové pana Tiszy aspoň ujišťují, že se jim poštěstilo sjednati závazný slib velkých kapitalistů anglických a že jsou všeliké velké překážky již odstraněny.	[24, 101, 364, 168]
col2-paragraph: Nechceme brániti na přetřes cenu a důležitost německé vojenské řeči, vedle by nás to daleko. Jen to chceme zjistiti, že požadována znalost jest zevrubná spůsobem až směšným. Běda tomu, kdo by řekl na místo »das Gewehr«, »der Gewehr« — proto jich při skoušce vždy tolik propadá! Ale nemyslete si, že jen ten německý maršál Wrangel také musil při skoušce za rakouského reservního důstojníka propadnouti;	[380, 1085, 720, 1179]
col2-paragraph: Odpověď zní: Neosvědčilo se! Kde? Pláně se. Ve válce, pro kterou se vlastně zařízena, anebo v míru, který za přípravu k ní považovati sluší?	[380, 301, 720, 341]
col4-paragraph: Pravi se, že každý velitel, který je za tím účelem vycvičuje, aneb svůj sbor vede, že dodělal se pochvaly, vždy skoro pracuje špatně.	[1091, 489, 1432, 529]
col1-paragraph: Známý poctivý přítel nemaďarských národností, bývalý poslanec Mocsáry, vydal obšírný politický spis pod názvem »A régi magyar nemes« (Starý maďarský šlechtic), v němž polemisuje se známou knihou odpůrce uherského Slovanstva, Bély Grünwalda. K zajímavému obsahu spisu hodláme se příležitostně vrátiti.	[24, 316, 364, 397]
col4-top: den co den, kterak právě nejvyšší pánové, kteří právě v první řadě by měli býti jejími pěstiteli, poklesky proti ní si dovolují.	[1091, 60, 1432, 86]
col5-paragraph: Dělnická schůze, která se včera dopoledne v dvoraně Varieté v Karlíně konala, byla poměrně slabě navštívena. Předsedal jí redaktor »Rovnosti« a řečníci vyslovovali se proti novému zákonu o nemocenských pokladnách. Bylo usneseno podati petici na sněm, aby zákon ten byl změněn. Pak mluvil redaktor o postavení dělnictva na základě statistických dat a doporučoval spojení všech dělníků bez rozdílu národnosti, aby se mohli domoci svých práv. Schůze skončena byla o 12. hodině v naprostém pořádku.	[1447, 583, 1843, 691]
col2-paragraph: Jsou zde tedy kadeti, místa důstojnická zastávající, jež vlastně již do této kategorie vřaditi nelze — a pro celou armádu t. j. pro všechny stavové poslední ročník 2 akademií, 1 kadetní školy, 2 lékařské rozdělení z nejvyšších 12 škol, 1 zemědělské škol, které celkem do posledních let dostalo tak 100 ročníků vojínů, který ze všech jmenovaných dává do války reservní průmysl téměř 10 tisíc ročně, nikoliv však důstojníků z povolání, nýbrž jen dobrovolníků, kteří nesouhlasí pojem jejich a vedení po boku svých vyvolených ročníků.	[380, 686, 720, 808]
col2-paragraph: K našemu štěstí nebylo moře ani trochu neklidné, a tak šťastně dojeli jsme po celodenní plavbě mořem do Oděssy.	[380, 1431, 720, 1457]
col4-paragraph: Pak teprve nebudou reservní důstojníci, dříve ale ne a být se jim jezdí sedla dokonale ve dne, půl se jejich víti ve více a nejen v ovoci jednotlivých služebníků nýbrž v celku — a pak se jich reservní důstojníci těší ze toho co jim dostat, vrhnou ukáží na své služby, že jsou svého času opravdu povoláni.	[1091, 641, 1432, 708]
col4-paragraph: V Praze množí počet zatímního učitelstva, kterým neobsazené vládně orgány jsou, tak — na jakých místech jsou stálí učitelé — a ti, pro kterou jest třeba stálých. Tento zápas zatímních učitelů jest vskutku, zápas o chleba, a jest tedy vhodné, aby zde pro ně upravováno bylo, co nejdříve. Na tyto případy poukazujeme, by proti nim bylo vzneseno důrazné slovo na místě příslušném, o čemž jest potřebí tu říci, že jest nutným a nezbytným.	[1091, 1448, 1432, 1556]
col1-paragraph: Nynější krise ministerská ve Španělsku jest jen několikráte ohlašovaný a několikráte odvrácený následek roztržky ve vládní většině, jež nastala hlavně k víli vojenským opravám býv. ministrem Cassolou svého času navrženým a k vůli otázkám hospodářským. Aby protivy tyto byly smířeny aneb aby za odštěpující se nesmlřitelnou frakci jednodou byla náhrada živly novými, musí býti obětováni, a sice co prvé otázky tyto, vyvolal ministr vojenství O'Ryan a pokud se otázek hospodářských týče, finanční ministr Puigcerver a ministr vnitra Moret, jenž jako přívrženec svobodného obchodu není ve Španělsku, jež nynějším ochranářským proudu valně oblíben.	[24, 914, 364, 1076]
col1-paragraph: Rumun nyní žije dle francouzské módy. K požadované vzdělanosti chybí mu však ještě mnoho. Rumunské ženy prý vkus, vysvedčení v mnohém mají s Francouzkami. Kuchyně, oděv i zvyky jsou francouzské. K obveselení pořádají bohatí statkáři časté plesy, na nichž tančí se téměř čtverylky a valčíky, při čemž na domácí národní »Džoky« úplně se zapomíná.	[24, 1573, 364, 1667]
col2-paragraph: Nejpestřejší život panuje na březích Dunaje. Čilý obchod obesveluje člověka, vracejícího se z cest po Rumunsku, kde jednotvárnost cestujícího unavuje. Množství parníků všech národů jezdí po Dunaji a rozváží výrobky všech krajin.	[380, 1251, 720, 1304]
column-4	[1091, 59, 1432, 1977]
